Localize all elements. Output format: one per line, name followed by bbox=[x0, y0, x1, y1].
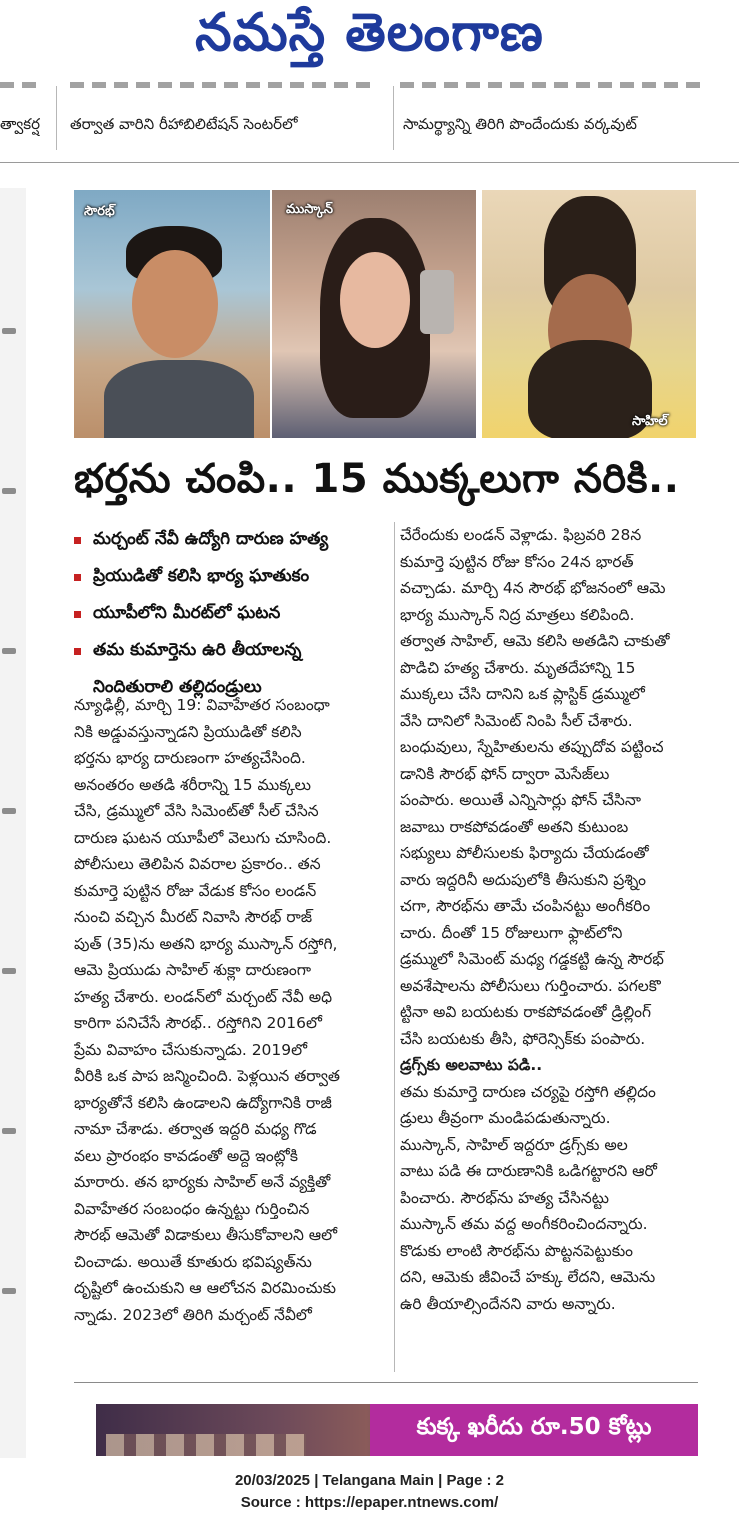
body-line: న్యూఢిల్లీ, మార్చి 19: వివాహేతర సంబంధా bbox=[74, 696, 330, 714]
teaser-photo-strip bbox=[106, 1434, 306, 1456]
body-line: కుమార్తె పుట్టిన రోజు వేడుక కోసం లండన్ bbox=[74, 881, 317, 900]
footer-source-line: Source : https://epaper.ntnews.com/ bbox=[240, 1494, 499, 1511]
bullet-square-icon bbox=[74, 537, 81, 544]
body-line: తర్వాత సాహిల్, ఆమె కలిసి అతడిని చాకుతో bbox=[400, 632, 670, 650]
body-line: చేసి బయటకు తీసి, ఫోరెన్సిక్‌కు పంపారు. bbox=[400, 1029, 646, 1048]
body-line: తమ కుమార్తె దారుణ చర్యపై రస్తోగి తల్లిదం bbox=[400, 1082, 656, 1101]
face-shape bbox=[132, 250, 218, 358]
photo-sahil bbox=[482, 190, 696, 438]
body-line: నామా చేశాడు. తర్వాత ఇద్దరి మధ్య గొడ bbox=[74, 1120, 317, 1138]
body-line: పోలీసులు తెలిపిన వివరాల ప్రకారం.. తన bbox=[74, 855, 321, 873]
body-line: ఉరి తీయాల్సిందేనని వారు అన్నారు. bbox=[400, 1294, 616, 1313]
shirt-shape bbox=[104, 360, 254, 438]
next-article-teaser bbox=[96, 1404, 698, 1456]
photo-sourabh bbox=[74, 190, 270, 438]
body-line: దని, ఆమెకు జీవించే హక్కు లేదని, ఆమెను bbox=[400, 1268, 656, 1286]
photo-muskan bbox=[272, 190, 476, 438]
clipped-text-line bbox=[0, 82, 40, 88]
edge-mark bbox=[2, 808, 16, 814]
column-rule bbox=[394, 522, 395, 1372]
bullet-item bbox=[74, 633, 392, 670]
body-line: భార్యతోనే కలిసి ఉండాలని ఉద్యోగానికి రాజీ bbox=[74, 1093, 332, 1112]
body-line: చేసి, డ్రమ్ములో వేసి సిమెంట్‌తో సీల్ చేసిన bbox=[74, 802, 319, 820]
body-line: కుమార్తె పుట్టిన రోజు కోసం 24న భారత్ bbox=[400, 552, 634, 571]
clipped-text-line bbox=[70, 82, 370, 88]
body-line: పుత్ (35)ను అతని భార్య ముస్కాన్ రస్తోగి, bbox=[74, 934, 338, 953]
body-line: న్నాడు. 2023లో తిరిగి మర్చంట్ నేవీలో bbox=[74, 1305, 312, 1324]
body-line: నుంచి వచ్చిన మీరట్ నివాసి సౌరభ్ రాజ్ bbox=[74, 908, 313, 926]
body-line: భర్తను భార్య దారుణంగా హత్యచేసింది. bbox=[74, 749, 306, 767]
body-line: వివాహేతర సంబంధం ఉన్నట్టు గుర్తించిన bbox=[74, 1199, 310, 1218]
body-line: హత్య చేశారు. లండన్‌లో మర్చంట్ నేవీ అధి bbox=[74, 987, 333, 1006]
bullet-text: మర్చంట్ నేవీ ఉద్యోగి దారుణ హత్య bbox=[93, 528, 329, 549]
edge-mark bbox=[2, 1128, 16, 1134]
masthead-title: నమస్తే తెలంగాణ bbox=[195, 2, 544, 63]
body-line: కారిగా పనిచేసే సౌరభ్.. రస్తోగిని 2016లో bbox=[74, 1014, 322, 1032]
sub-heading: డ్రగ్స్‌కు అలవాటు పడి.. bbox=[400, 1056, 543, 1074]
article-column-left bbox=[74, 692, 392, 1328]
bullet-square-icon bbox=[74, 574, 81, 581]
body-line: ప్రేమ వివాహం చేసుకున్నాడు. 2019లో bbox=[74, 1040, 308, 1059]
page-footer bbox=[0, 1470, 739, 1514]
previous-article-strip bbox=[0, 82, 739, 152]
phone-shape bbox=[420, 270, 454, 334]
section-divider bbox=[74, 1382, 698, 1383]
column-rule bbox=[393, 86, 394, 150]
clipped-text-line bbox=[400, 82, 700, 88]
body-line: దారుణ ఘటన యూపీలో వెలుగు చూసింది. bbox=[74, 828, 332, 847]
body-line: జవాబు రాకపోవడంతో అతని కుటుంబ bbox=[400, 817, 629, 836]
bullet-text: తమ కుమార్తెను ఉరి తీయాలన్న bbox=[93, 639, 302, 660]
body-line: ముక్కలు చేసి దానిని ఒక ప్లాస్టిక్ డ్రమ్ములో bbox=[400, 685, 645, 703]
body-line: పించారు. సౌరభ్‌ను హత్య చేసినట్టు bbox=[400, 1188, 610, 1207]
body-line: కొడుకు లాంటి సౌరభ్‌ను పొట్టనపెట్టుకుం bbox=[400, 1241, 634, 1260]
bullet-item bbox=[74, 559, 392, 596]
body-line: ముస్కాన్ తమ వద్ద అంగీకరించిందన్నారు. bbox=[400, 1215, 648, 1233]
body-line: సభ్యులు పోలీసులకు ఫిర్యాదు చేయడంతో bbox=[400, 844, 649, 862]
section-divider bbox=[0, 162, 739, 163]
body-line: వారు ఇద్దరినీ అదుపులోకి తీసుకుని ప్రశ్నిం bbox=[400, 870, 646, 889]
body-line: చేరేందుకు లండన్ వెళ్లాడు. ఫిబ్రవరి 28న bbox=[400, 526, 642, 544]
edge-mark bbox=[2, 968, 16, 974]
body-line: డ్రమ్ములో సిమెంట్ మధ్య గడ్డకట్టి ఉన్న సౌరభ్ bbox=[400, 950, 664, 968]
edge-mark bbox=[2, 648, 16, 654]
edge-mark bbox=[2, 488, 16, 494]
body-line: ముస్కాన్, సాహిల్ ఇద్దరూ డ్రగ్స్‌కు అల bbox=[400, 1135, 628, 1154]
previous-col-1: త్వాకర్ష bbox=[0, 115, 40, 133]
body-line: వేసి దానిలో సిమెంట్ నింపి సీల్ చేశారు. bbox=[400, 711, 633, 730]
body-line: వచ్చాడు. మార్చి 4న సౌరభ్ భోజనంలో ఆమె bbox=[400, 579, 666, 597]
body-line: ఆమె ప్రియుడు సాహిల్ శుక్లా దారుణంగా bbox=[74, 961, 312, 979]
photo-caption: సాహిల్ bbox=[632, 414, 668, 429]
adjacent-column-edge bbox=[0, 188, 26, 1458]
body-line: ట్టినా అవి బయటకు రాకపోవడంతో డ్రిల్లింగ్ bbox=[400, 1003, 652, 1021]
body-line: పొడిచి హత్య చేశారు. మృతదేహాన్ని 15 bbox=[400, 658, 636, 677]
teaser-headline: కుక్క ఖరీదు రూ.50 కోట్లు bbox=[370, 1404, 698, 1456]
bullet-continuation: నిందితురాలి తల్లిదండ్రులు bbox=[93, 676, 262, 697]
previous-col-3: సామర్థ్యాన్ని తిరిగి పొందేందుకు వర్కవుట్ bbox=[403, 115, 637, 133]
footer-date-line: 20/03/2025 | Telangana Main | Page : 2 bbox=[234, 1472, 505, 1489]
body-line: సౌరభ్ ఆమెతో విడాకులు తీసుకోవాలని ఆలో bbox=[74, 1226, 338, 1244]
body-line: అనంతరం అతడి శరీరాన్ని 15 ముక్కలు bbox=[74, 775, 311, 794]
body-line: వాటు పడి ఈ దారుణానికి ఒడిగట్టారని ఆరో bbox=[400, 1162, 657, 1180]
bullet-item bbox=[74, 596, 392, 633]
edge-mark bbox=[2, 328, 16, 334]
edge-mark bbox=[2, 1288, 16, 1294]
body-line: వలు ప్రారంభం కావడంతో అద్దె ఇంట్లోకి bbox=[74, 1146, 298, 1165]
bullet-square-icon bbox=[74, 648, 81, 655]
headline: భర్తను చంపి.. 15 ముక్కలుగా నరికి.. bbox=[74, 456, 680, 502]
body-line: చించాడు. అయితే కూతురు భవిష్యత్‌ను bbox=[74, 1252, 312, 1271]
body-line: బంధువులు, స్నేహితులను తప్పుదోవ పట్టించ bbox=[400, 738, 664, 756]
face-shape bbox=[340, 252, 410, 348]
body-line: భార్య ముస్కాన్ నిద్ర మాత్రలు కలిపింది. bbox=[400, 605, 635, 624]
body-line: డ్రులు తీవ్రంగా మండిపడుతున్నారు. bbox=[400, 1109, 611, 1127]
body-line: చారు. దీంతో 15 రోజులుగా ఫ్లాట్‌లోని bbox=[400, 923, 623, 942]
bullet-text: యూపీలోని మీరట్‌లో ఘటన bbox=[93, 602, 281, 623]
body-line: దృష్టిలో ఉంచుకుని ఆ ఆలోచన విరమించుకు bbox=[74, 1279, 337, 1297]
masthead bbox=[0, 0, 739, 78]
body-line: మారారు. తన భార్యకు సాహిల్ అనే వ్యక్తితో bbox=[74, 1173, 331, 1191]
column-rule bbox=[56, 86, 57, 150]
bullet-item bbox=[74, 522, 392, 559]
article-column-right bbox=[400, 522, 698, 1317]
bullet-text: ప్రియుడితో కలిసి భార్య ఘాతుకం bbox=[93, 565, 310, 586]
body-line: చగా, సౌరభ్‌ను తామే చంపినట్టు అంగీకరిం bbox=[400, 897, 651, 915]
highlight-bullets bbox=[74, 522, 392, 707]
bullet-square-icon bbox=[74, 611, 81, 618]
photo-caption: ముస్కాన్ bbox=[286, 202, 333, 217]
body-line: డానికి సౌరభ్ ఫోన్ ద్వారా మెసేజ్‌లు bbox=[400, 764, 610, 783]
body-line: అవశేషాలను పోలీసులు గుర్తించారు. పగలకొ bbox=[400, 976, 661, 995]
body-line: పంపారు. అయితే ఎన్నిసార్లు ఫోన్ చేసినా bbox=[400, 791, 642, 809]
body-line: వీరికి ఒక పాప జన్మించింది. పెళ్లయిన తర్వాత bbox=[74, 1067, 340, 1085]
photo-caption: సౌరభ్ bbox=[84, 204, 115, 219]
previous-col-2: తర్వాత వారిని రీహాబిలిటేషన్ సెంటర్‌లో bbox=[70, 115, 298, 133]
body-line: నికి అడ్డువస్తున్నాడని ప్రియుడితో కలిసి bbox=[74, 722, 302, 741]
